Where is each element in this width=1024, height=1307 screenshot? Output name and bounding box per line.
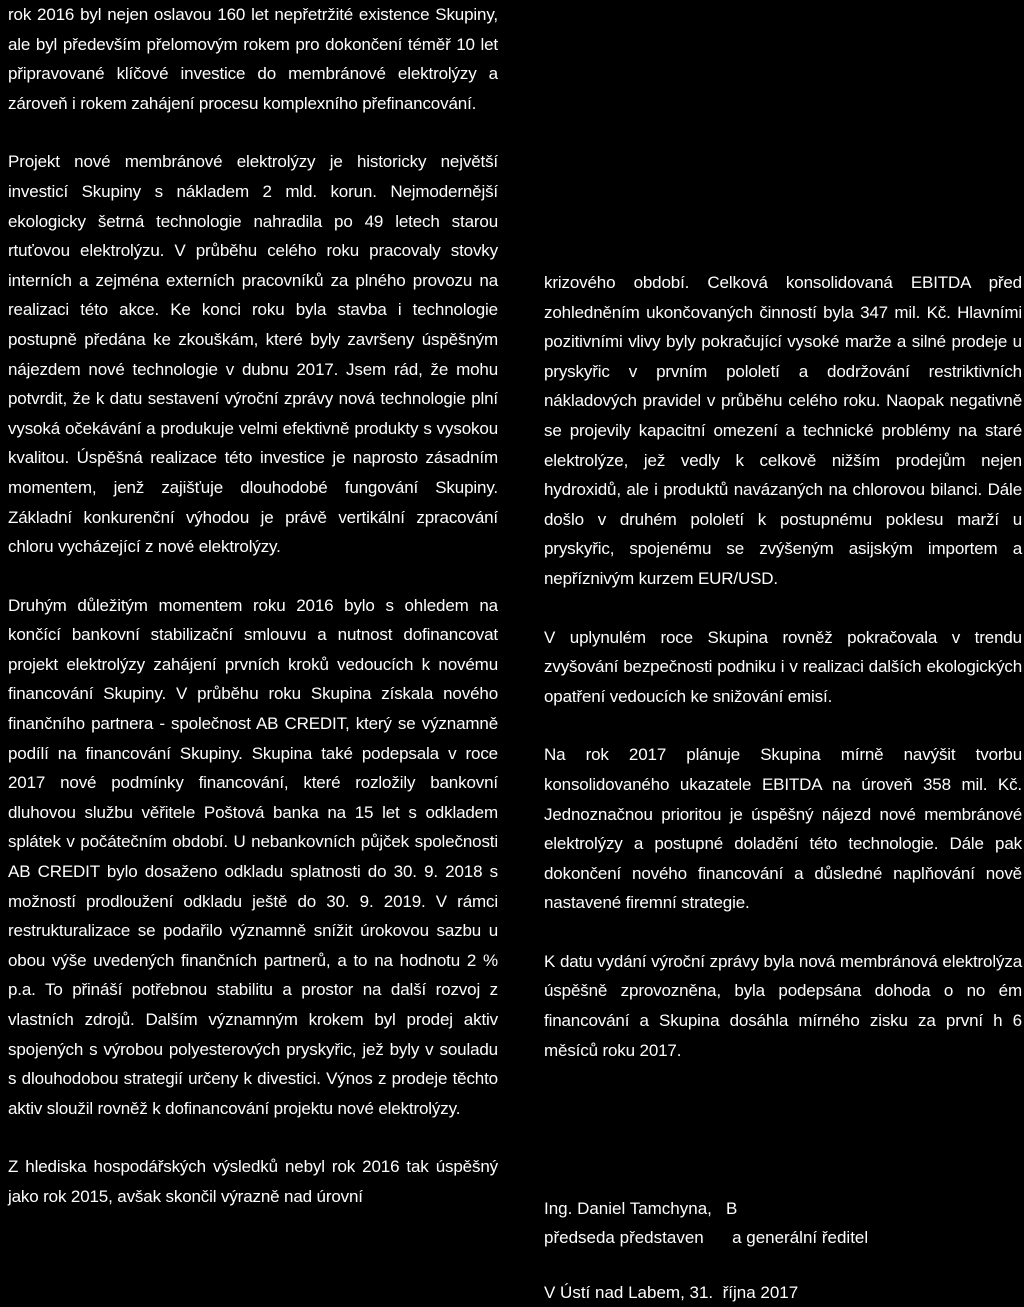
paragraph-plan-2017: Na rok 2017 plánuje Skupina mírně navýšit tvorbu konsolidovaného ukazatele EBITDA na úroveň 358 mil. Kč. Jednoznačnou prioritou je úspěšný nájezd nové membránové elektrolýzy a postupné doladění této technologie. Dále pak dokončení nového financování a důsledné naplňování nově nastavené firemní strategie. [544,745,1022,913]
paragraph-electrolysis-project: Projekt nové membránové elektrolýzy je historicky největší investicí Skupiny s nákladem 2 mld. korun. Nejmodernější ekologicky šetrná technologie nahradila po 49 letech starou rtuťovou elektrolýzu. V průběhu celého roku pracovaly stovky interních a zejména externích pracovníků za plného provozu na realizaci této akce. Ke konci roku byla stavba i technologie postupně předána ke zkouškám, které byly završeny úspěšným nájezdem nové technologie v dubnu 2017. Jsem rád, že mohu potvrdit, že k datu sestavení výroční zprávy nová technologie plní vysoká očekávání a produkuje velmi efektivně produkty s vysokou kvalitou. Úspěšná realizace této investice je naprosto zásadním momentem, jenž zajišťuje dlouhodobé fungování Skupiny. Základní konkurenční výhodou je právě vertikální zpracování chloru vycházející z nové elektrolýzy. [8,152,498,557]
left-text-column [8,0,498,1212]
paragraph-intro: rok 2016 byl nejen oslavou 160 let nepřetržité existence Skupiny, ale byl především přelomovým rokem pro dokončení téměř 10 let připravované klíčové investice do membránové elektrolýzy a zároveň i rokem zahájení procesu komplexního přefinancování. [8,5,498,113]
signature-block [544,1194,1014,1252]
signatory-title: předseda představen a generální ředitel [544,1228,869,1247]
paragraph-financing: Druhým důležitým momentem roku 2016 bylo s ohledem na končící bankovní stabilizační smlouvu a nutnost dofinancovat projekt elektrolýzy zahájení prvních kroků vedoucích k novému financování Skupiny. V průběhu roku Skupina získala nového finančního partnera - společnost AB CREDIT, který se významně podílí na financování Skupiny. Skupina také podepsala v roce 2017 nové podmínky financování, které rozložily bankovní dluhovou službu věřitele Poštová banka na 15 let s odkladem splátek v počátečním období. U nebankovních půjček společnosti AB CREDIT bylo dosaženo odkladu splatnosti do 30. 9. 2018 s možností prodloužení odkladu ještě do 30. 9. 2019. V rámci restrukturalizace se podařilo významně snížit úrokovou sazbu u obou výše uvedených finančních partnerů, a to na hodnotu 2 % p.a. To přináší potřebnou stabilitu a prostor na další rozvoj z vlastních zdrojů. Dalším významným krokem byl prodej aktiv spojených s výrobou polyesterových pryskyřic, jež byly v souladu s dlouhodobou strategií určeny k divestici. Výnos z prodeje těchto aktiv sloužil rovněž k dofinancování projektu nové elektrolýzy. [8,595,498,1118]
paragraph-economic-results: Z hlediska hospodářských výsledků nebyl rok 2016 tak úspěšný jako rok 2015, avšak skončil výrazně nad úrovní [8,1157,498,1206]
paragraph-safety: V uplynulém roce Skupina rovněž pokračovala v trendu zvyšování bezpečnosti podniku i v realizaci dalších ekologických opatření vedoucích ke snižování emisí. [544,627,1022,706]
paragraph-ebitda: krizového období. Celková konsolidovaná EBITDA před zohledněním ukončovaných činností byla 347 mil. Kč. Hlavními pozitivními vlivy byly pokračující vysoké marže a silné prodeje u pryskyřic v prvním pololetí a dodržování restriktivních nákladových pravidel v průběhu celého roku. Naopak negativně se projevily kapacitní omezení a technické problémy na staré elektrolýze, jež vedly k celkově nižším prodejům nejen hydroxidů, ale i produktů navázaných na chlorovou bilanci. Dále došlo v druhém pololetí k postupnému poklesu marží u pryskyřic, spojenému se zvýšeným asijským importem a nepříznivým kurzem EUR/USD. [544,273,1022,588]
right-text-column [544,268,1022,1065]
place-and-date: V Ústí nad Labem, 31. října 2017 [544,1283,799,1302]
signatory-name: Ing. Daniel Tamchyna, B [544,1199,738,1218]
paragraph-status-update: K datu vydání výroční zprávy byla nová membránová elektrolýza úspěšně zprovozněna, byla podepsána dohoda o no ém financování a Skupina dosáhla mírného zisku za první h 6 měsíců roku 2017. [544,951,1022,1060]
